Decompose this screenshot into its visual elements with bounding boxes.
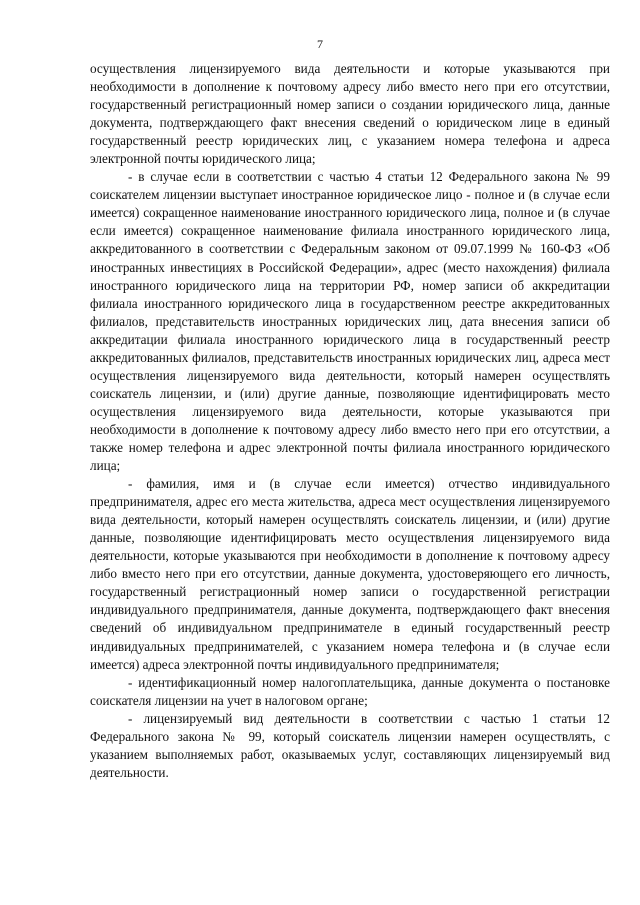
page-number: 7 xyxy=(317,37,323,51)
paragraph-licensed-activity: - лицензируемый вид деятельности в соответствии с частью 1 статьи 12 Федерального закона № 99, который соискатель лицензии намерен осуществлять, с указанием выполняемых работ, оказываемых услуг, составляющих лицензируемый вид деятельности. xyxy=(90,710,610,780)
paragraph-foreign-legal-entity: - в случае если в соответствии с частью 4 статьи 12 Федерального закона № 99 соискателем лицензии выступает иностранное юридическое лицо - полное и (в случае если имеется) сокращенное наименование иностранного юридического лица, полное и (в случае если имеется) сокращенное наименование филиала иностранного юридического лица, аккредитованного в соответствии с Федеральным законом от 09.07.1999 № 160-ФЗ «Об иностранных инвестициях в Российской Федерации», адрес (место нахождения) филиала иностранного юридического лица на территории РФ, номер записи об аккредитации филиала иностранного юридического лица в государственном реестре аккредитованных филиалов, представительств иностранных юридических лиц, дата внесения записи об аккредитации филиала иностранного юридического лица в государственный реестр аккредитованных филиалов, представительств иностранных юридических лиц, адреса мест осуществления лицензируемого вида деятельности, который намерен осуществлять соискатель лицензии, и (или) другие данные, позволяющие идентифицировать место осуществления лицензируемого вида деятельности, которые указываются при необходимости в дополнение к почтовому адресу либо вместо него при его отсутствии, а также номер телефона и адрес электронной почты филиала иностранного юридического лица; xyxy=(90,169,610,474)
paragraph-individual-entrepreneur: - фамилия, имя и (в случае если имеется) отчество индивидуального предпринимателя, адрес его места жительства, адреса мест осуществления лицензируемого вида деятельности, который намерен осуществлять соискатель лицензии, и (или) другие данные, позволяющие идентифицировать место осуществления лицензируемого вида деятельности, которые указываются при необходимости в дополнение к почтовому адресу либо вместо него при его отсутствии, данные документа, удостоверяющего его личность, государственный регистрационный номер записи о государственной регистрации индивидуального предпринимателя, данные документа, подтверждающего факт внесения сведений об индивидуальном предпринимателе в единый государственный реестр индивидуальных предпринимателей, с указанием номера телефона и (в случае если имеется) адреса электронной почты индивидуального предпринимателя; xyxy=(90,476,610,672)
paragraph-continuation: осуществления лицензируемого вида деятельности и которые указываются при необходимости в дополнение к почтовому адресу либо вместо него при его отсутствии, государственный регистрационный номер записи о создании юридического лица, данные документа, подтверждающего факт внесения сведений о юридическом лице в единый государственный реестр юридических лиц, с указанием номера телефона и адреса электронной почты юридического лица; xyxy=(90,61,610,167)
paragraph-taxpayer-number: - идентификационный номер налогоплательщика, данные документа о постановке соискателя лицензии на учет в налоговом органе; xyxy=(90,674,610,708)
document-body xyxy=(90,60,610,782)
